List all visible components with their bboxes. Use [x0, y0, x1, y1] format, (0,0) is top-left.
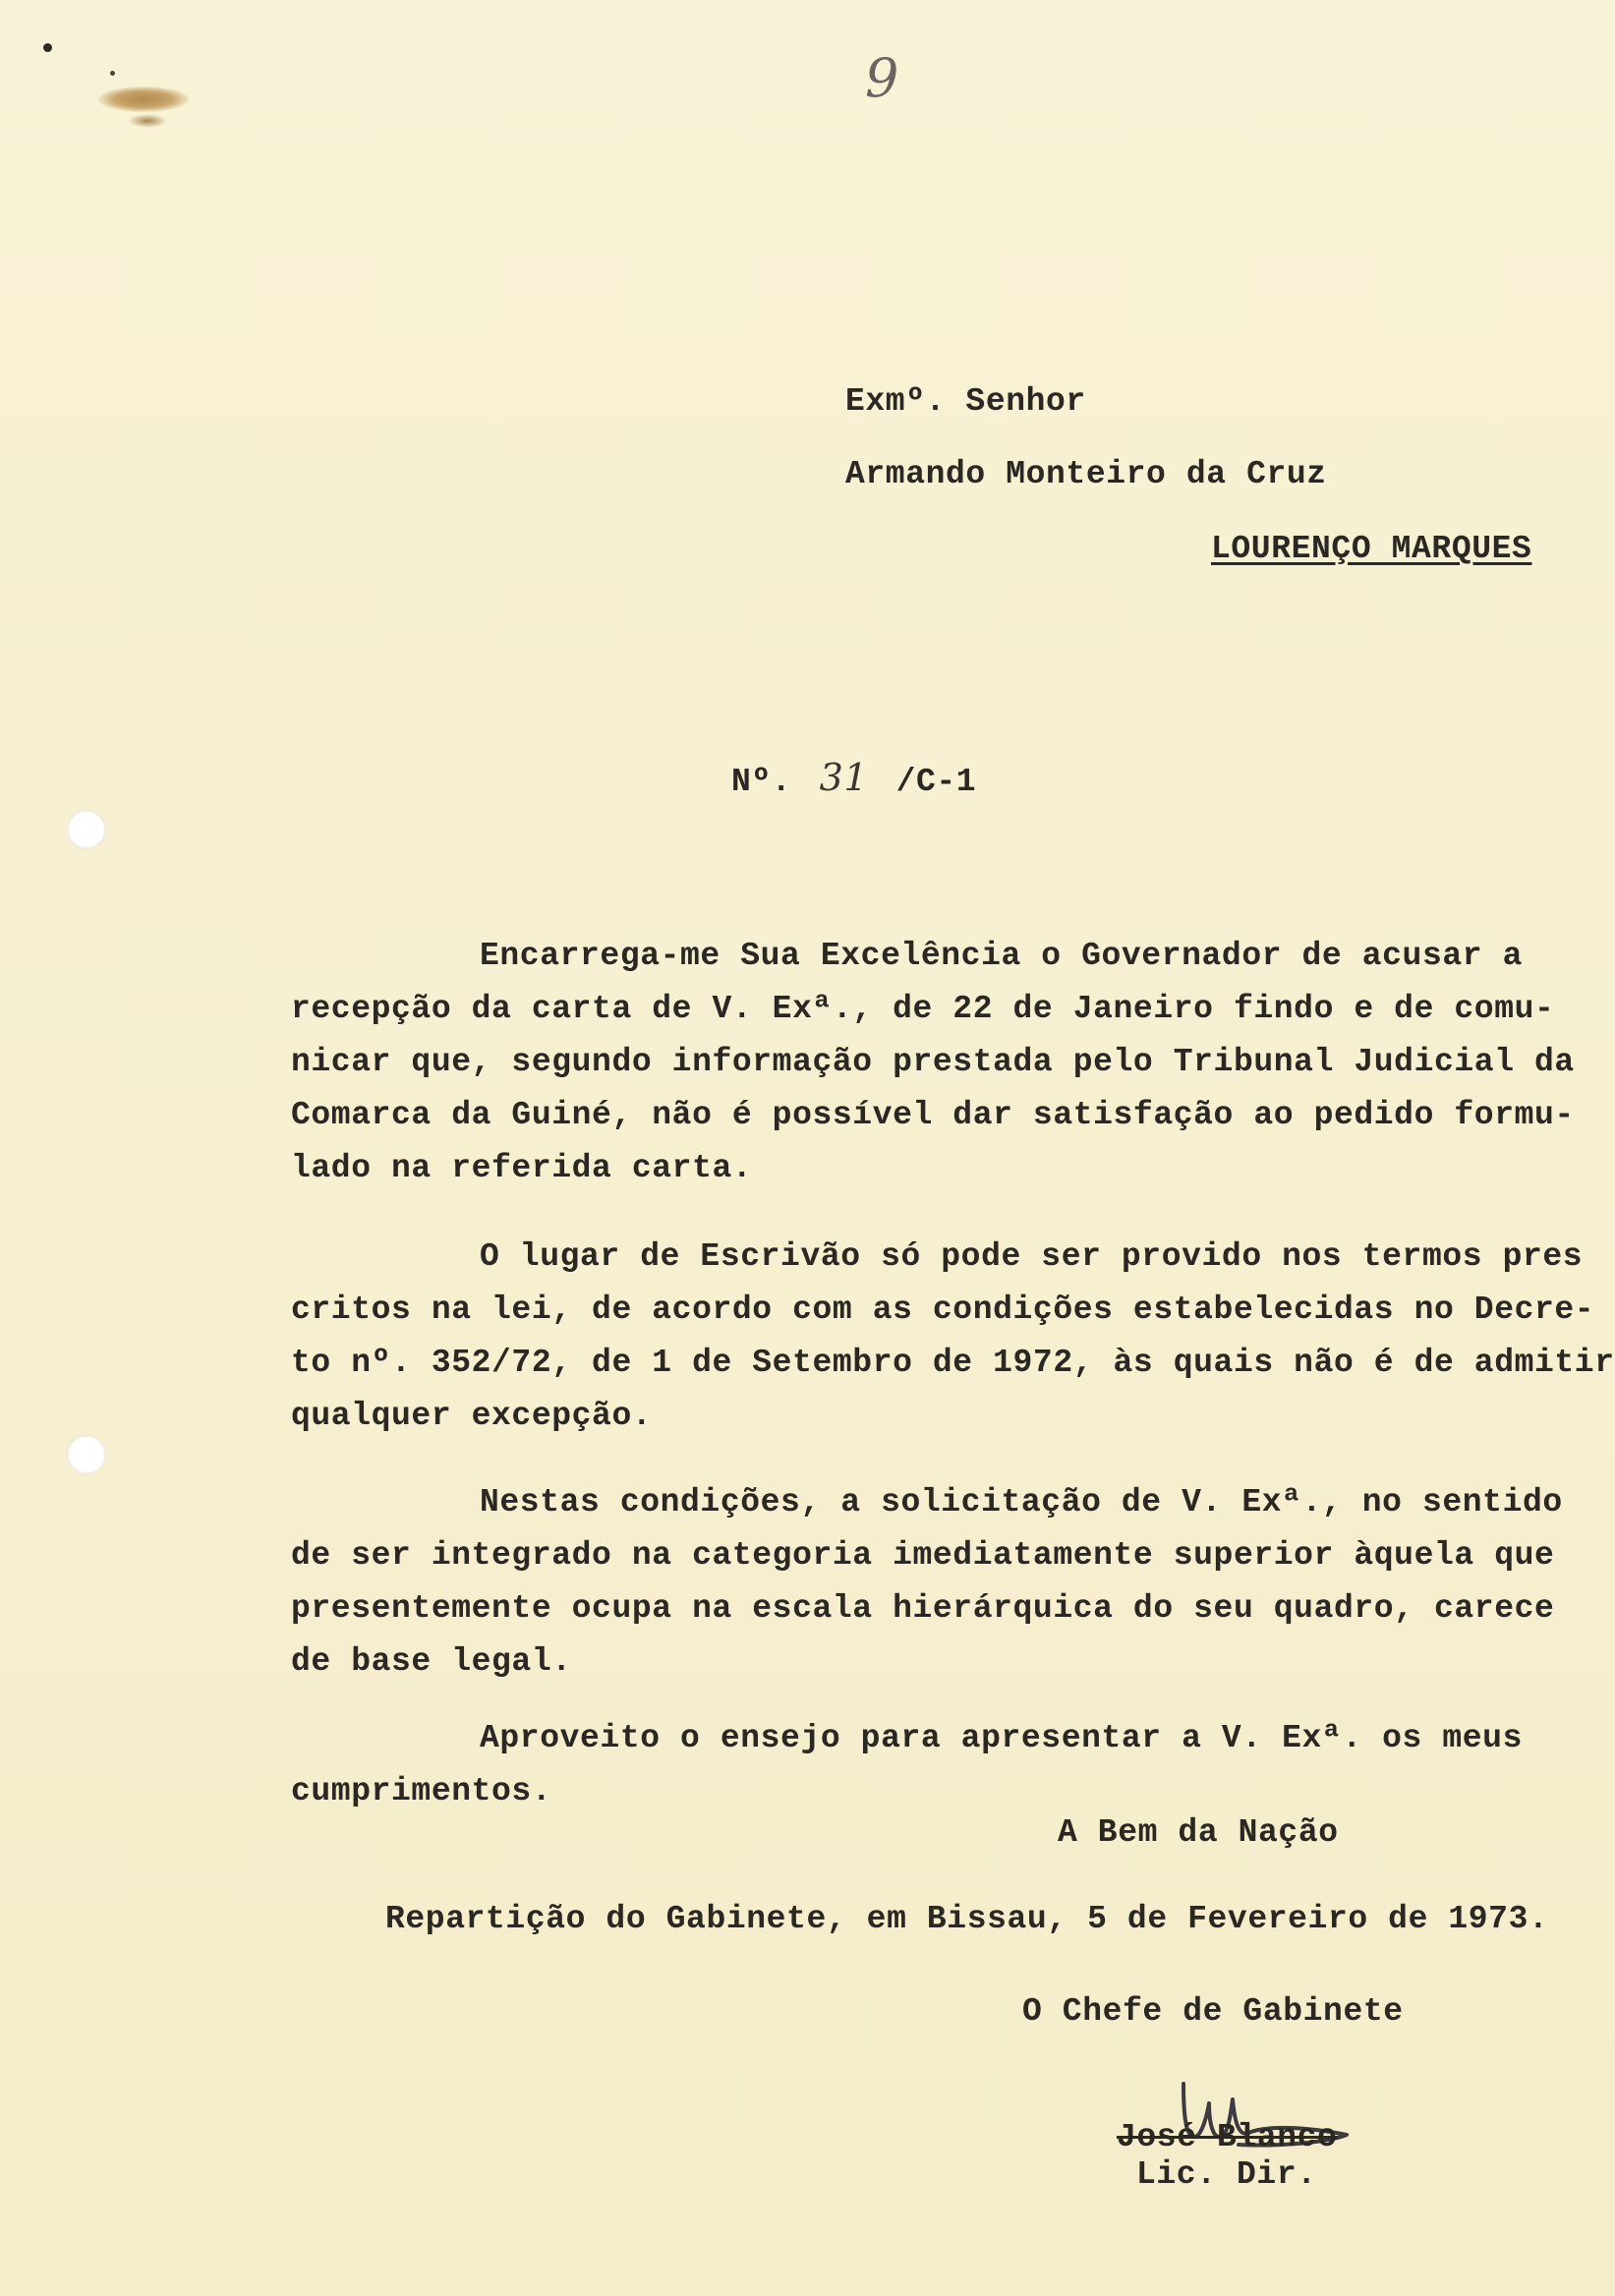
body-line: Nestas condições, a solicitação de V. Exª., no sentido — [480, 1484, 1563, 1521]
reference-suffix: /C-1 — [895, 764, 977, 800]
signatory-title: O Chefe de Gabinete — [1022, 1993, 1404, 2030]
punch-hole-upper — [67, 810, 106, 849]
ink-dot — [43, 43, 52, 52]
reference-prefix: Nº. — [731, 764, 792, 800]
body-line: O lugar de Escrivão só pode ser provido nos termos pres — [480, 1238, 1584, 1275]
body-line: Encarrega-me Sua Excelência o Governador de acusar a — [480, 938, 1523, 974]
signatory-name: José Blanco — [1117, 2119, 1338, 2155]
body-line: Aproveito o ensejo para apresentar a V. Exª. os meus — [480, 1720, 1523, 1756]
rust-stain — [98, 86, 189, 112]
body-line: presentemente ocupa na escala hierárquica do seu quadro, carece — [291, 1590, 1555, 1627]
body-line: lado na referida carta. — [291, 1150, 753, 1186]
punch-hole-lower — [67, 1435, 106, 1474]
addressee-salutation: Exmº. Senhor — [845, 383, 1086, 420]
addressee-name: Armando Monteiro da Cruz — [845, 456, 1327, 492]
body-line: recepção da carta de V. Exª., de 22 de Janeiro findo e de comu- — [291, 991, 1555, 1027]
body-line: critos na lei, de acordo com as condições estabelecidas no Decre- — [291, 1292, 1595, 1328]
rust-stain-small — [128, 114, 167, 128]
page-number: 9 — [865, 47, 899, 109]
closing-formula: A Bem da Nação — [1058, 1814, 1339, 1851]
reference-line — [731, 756, 977, 800]
body-line: cumprimentos. — [291, 1773, 552, 1809]
ink-dot-2 — [110, 71, 115, 76]
body-line: de ser integrado na categoria imediatamente superior àquela que — [291, 1537, 1555, 1574]
body-line: qualquer excepção. — [291, 1398, 653, 1434]
place-date: Repartição do Gabinete, em Bissau, 5 de Fevereiro de 1973. — [385, 1901, 1549, 1937]
body-line: to nº. 352/72, de 1 de Setembro de 1972, às quais não é de admitir — [291, 1345, 1615, 1381]
signatory-degree: Lic. Dir. — [1136, 2156, 1317, 2193]
body-line: de base legal. — [291, 1643, 572, 1680]
reference-number: 31 — [819, 756, 869, 799]
body-line: nicar que, segundo informação prestada pelo Tribunal Judicial da — [291, 1044, 1575, 1080]
addressee-city: LOURENÇO MARQUES — [1211, 531, 1532, 567]
body-line: Comarca da Guiné, não é possível dar satisfação ao pedido formu- — [291, 1097, 1575, 1133]
